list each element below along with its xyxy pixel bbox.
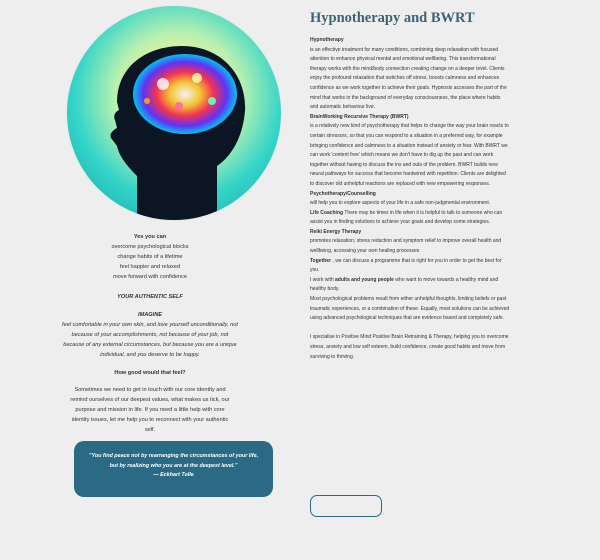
bwrt-text: is a relatively new kind of psychotherapy that helps to change the way your brain reacts to certain stressors, so that you can respond to a situation in a preferred way, for example bringing confidence and calmness to a situation instead of anxiety or fear. With BWRT we can work 'content free' which means we don't have to dig up the past and can work together without having to discuss the ins and outs of the problem. BWRT builds new neural pathways for success that become hardwired with repetition. Clients are delighted to discover old unhelpful reactions are replaced with new empowering responses.: [310, 123, 509, 187]
specialise-text: I specialise in Positive Mind Positive Brain Retraining & Therapy, helping you to overcome stress, anxiety and low self esteem, build confidence, create good habits and move from surviving to thriving.: [310, 334, 509, 360]
counselling-text: will help you to explore aspects of your life in a safe non-judgmental environment.: [310, 200, 491, 207]
quote-text: "You find peace not by rearranging the circumstances of your life, but by realizing who you are at the deepest level.": [88, 453, 259, 469]
reiki-text: promotes relaxation, stress reduction and symptom relief to improve overall health and wellbeing, accessing your own healing processes: [310, 238, 502, 255]
quote-box: [74, 441, 273, 497]
work-with-bold: adults and young people: [335, 276, 394, 283]
work-with-pre: I work with: [310, 276, 334, 283]
page-title: Hypnotherapy and BWRT: [310, 10, 475, 26]
feel-text: Sometimes we need to get in touch with our core identity and remind ourselves of our deepest values, what makes us tick, our purpose and mission in life. If you need a little help with core identity issues, let me help you to reconnect with your authentic self.: [70, 387, 230, 433]
imagine-text: feel comfortable in your own skin, and love yourself unconditionally, not because of your accomplishments, not because of your job, not because of any external circumstances, but because you are a unique individual, and you deserve to be happy.: [62, 322, 238, 358]
authentic-self-heading: YOUR AUTHENTIC SELF: [117, 294, 183, 300]
contact-button[interactable]: [310, 495, 382, 517]
intro-line-2: overcome psychological blocks: [111, 244, 189, 250]
life-coaching-text: There may be times in life when it is helpful to talk to someone who can assist you in finding solutions to achieve your goals and develop some strategies.: [310, 209, 503, 226]
counselling-heading: Psychotherapy/Counselling: [310, 190, 376, 197]
intro-line-5: move forward with confidence: [113, 274, 187, 280]
hypnotherapy-section: [310, 36, 510, 362]
reiki-heading: Reiki Energy Therapy: [310, 228, 362, 235]
hypnotherapy-heading: Hypnotherapy: [310, 37, 344, 43]
together-text: , we can discuss a programme that is right for you in order to get the best for you.: [310, 257, 502, 274]
work-with-post: who want to move towards a healthy mind and healthy body.: [310, 276, 499, 293]
bwrt-heading: BrainWorking Recursive Therapy (BWRT): [310, 113, 409, 120]
hypnotherapy-text: is an effective treatment for many conditions, combining deep relaxation with focused attention to enhance physical mental and emotional wellbeing. This transformational therapy works with the mind/body connection creating change on a deeper level. Clients enjoy the profound relaxation that switches off stress, boosts calmness and enhances confidence as we work together to achieve their goals. Hypnosis accesses the part of the mind that works in the background of everyday consciousness, the place where habits and automatic behaviour live.: [310, 46, 507, 111]
hero-brain-image: [67, 6, 281, 220]
intro-line-1: Yes you can: [133, 234, 167, 240]
intro-line-4: feel happier and relaxed: [119, 264, 181, 270]
intro-line-3: change habits of a lifetime: [117, 254, 183, 260]
feel-heading: How good would that feel?: [114, 370, 186, 376]
quote-author: — Eckhart Tolle: [153, 472, 194, 478]
together-heading: Together: [310, 257, 332, 264]
problems-text: Most psychological problems result from either unhelpful thoughts, limiting beliefs or past traumatic experiences, or a combination of these. Equally, most solutions can be achieved using advanced psychological techniques that are evidence based and completely safe.: [310, 296, 510, 322]
life-coaching-heading: Life Coaching: [310, 209, 344, 216]
imagine-heading: IMAGINE: [138, 312, 162, 318]
